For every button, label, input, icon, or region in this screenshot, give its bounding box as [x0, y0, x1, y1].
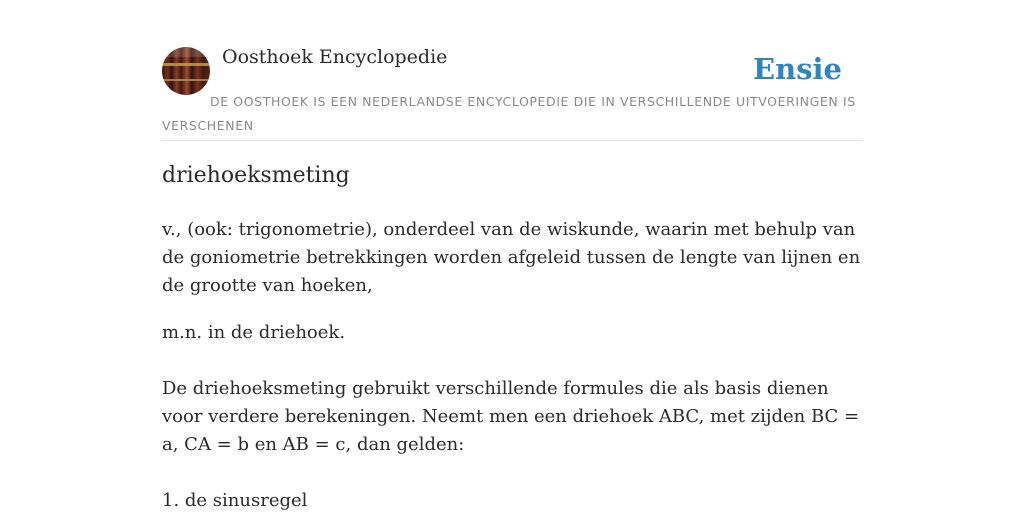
avatar-band — [162, 79, 210, 81]
site-name-link[interactable]: Oosthoek Encyclopedie — [222, 46, 448, 68]
site-header — [162, 0, 862, 141]
article-paragraph: v., (ook: trigonometrie), onderdeel van de wiskunde, waarin met behulp van de goniometrie betrekkingen worden afgeleid tussen de lengte van lijnen en de grootte van hoeken, — [162, 219, 861, 296]
article-list-item: 1. de sinusregel — [162, 490, 308, 511]
ensie-logo-link[interactable]: Ensie — [753, 52, 842, 86]
page-container — [162, 0, 862, 511]
avatar-shine — [162, 47, 210, 57]
article-paragraph: m.n. in de driehoek. — [162, 322, 346, 343]
avatar-band — [162, 63, 210, 66]
article-title: driehoeksmeting — [162, 163, 350, 188]
encyclopedia-books-avatar[interactable] — [162, 47, 210, 95]
article-paragraph: De driehoeksmeting gebruikt verschillende formules die als basis dienen voor verdere berekeningen. Neemt men een driehoek ABC, met zijden BC = a, CA = b en AB = c, dan gelden: — [162, 378, 860, 455]
site-tagline: DE OOSTHOEK IS EEN NEDERLANDSE ENCYCLOPEDIE DIE IN VERSCHILLENDE UITVOERINGEN IS VERSCHENEN — [162, 94, 856, 133]
